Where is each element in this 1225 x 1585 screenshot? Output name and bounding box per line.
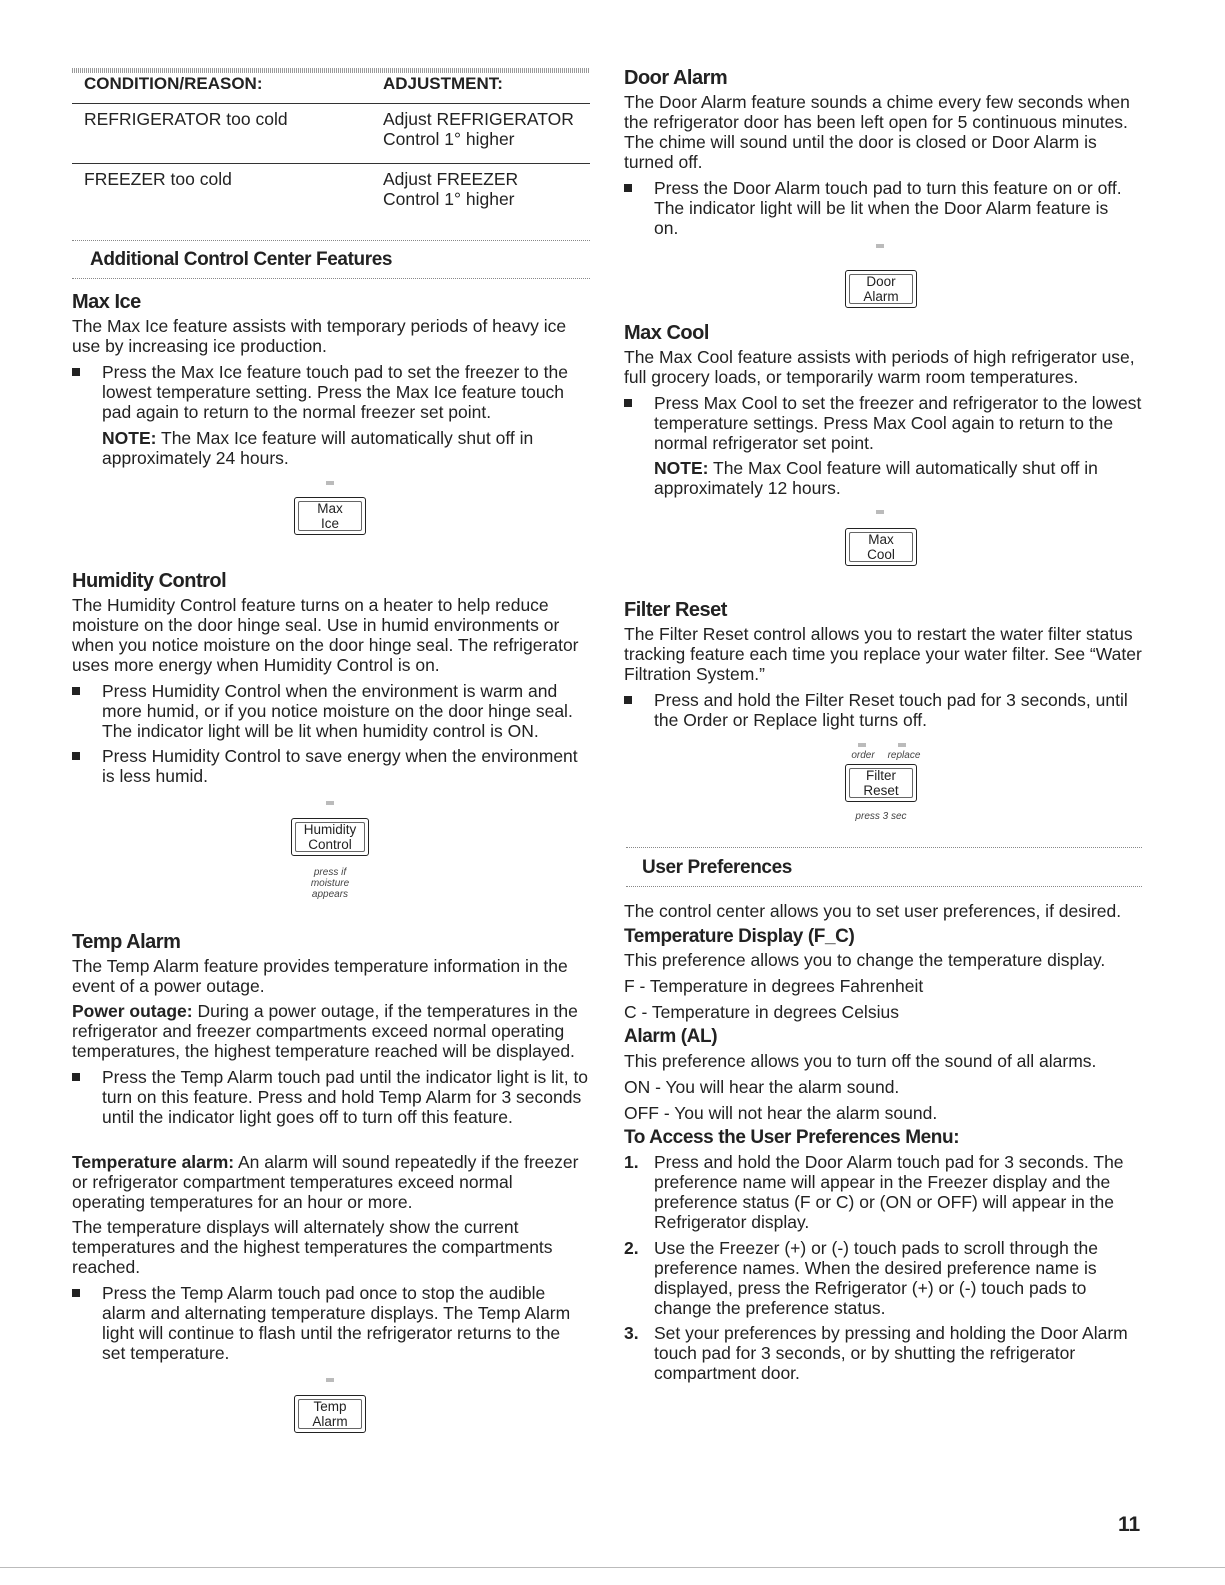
- caption-line: press if: [313, 867, 347, 878]
- section-rule: [626, 886, 1142, 887]
- max-ice-bullet: Press the Max Ice feature touch pad to set the freezer to the lowest temperature setting. Press the Max Ice feature touch pad again to return to the normal freezer set point.: [72, 362, 582, 422]
- humidity-caption: [290, 867, 370, 900]
- max-ice-intro: The Max Ice feature assists with temporary periods of heavy ice use by increasing ice production.: [72, 316, 567, 356]
- max-cool-note: [624, 458, 1134, 498]
- alarm-off: OFF - You will not hear the alarm sound.: [624, 1103, 938, 1123]
- max-cool-intro: The Max Cool feature assists with periods of high refrigerator use, full grocery loads, or temporarily warm room temperatures.: [624, 347, 1135, 387]
- step-number: 3.: [624, 1323, 639, 1343]
- pad-label: Filter: [866, 768, 896, 783]
- table-row: REFRIGERATOR too cold: [84, 109, 288, 129]
- table-rule: [72, 103, 590, 104]
- filter-reset-pad: [845, 764, 917, 802]
- filter-reset-title: Filter Reset: [624, 599, 727, 621]
- table-header-adjustment: ADJUSTMENT:: [383, 74, 503, 93]
- list-item: [624, 1238, 1144, 1318]
- list-item: [624, 1323, 1144, 1383]
- humidity-title: Humidity Control: [72, 570, 227, 592]
- table-row: FREEZER too cold: [84, 169, 232, 189]
- menu-title: To Access the User Preferences Menu:: [624, 1127, 960, 1148]
- door-alarm-intro: The Door Alarm feature sounds a chime every few seconds when the refrigerator door has been left open for 5 continuous minutes. The chime will sound until the door is closed or Door Alarm is turned off.: [624, 92, 1130, 172]
- caption-line: appears: [311, 889, 349, 900]
- max-cool-title: Max Cool: [624, 322, 709, 344]
- pad-label: Cool: [867, 547, 895, 562]
- power-outage-text: [72, 1001, 590, 1061]
- max-ice-note: [72, 428, 582, 468]
- order-label: order: [851, 750, 875, 761]
- replace-light: [898, 743, 906, 747]
- temp-alarm-intro: The Temp Alarm feature provides temperature information in the event of a power outage.: [72, 956, 568, 996]
- indicator-light: [876, 510, 884, 514]
- max-cool-pad: [845, 528, 917, 566]
- temp-display-title: Temperature Display (F_C): [624, 926, 855, 947]
- table-rule: [72, 163, 590, 164]
- temperature-alarm-label: Temperature alarm:: [72, 1152, 235, 1172]
- replace-label: replace: [887, 750, 921, 761]
- max-cool-bullet: Press Max Cool to set the freezer and refrigerator to the lowest temperature settings. Press Max Cool again to return to the normal refrigerator set point.: [624, 393, 1144, 453]
- indicator-light: [876, 244, 884, 248]
- section-heading: Additional Control Center Features: [90, 249, 393, 270]
- caption-line: moisture: [310, 878, 350, 889]
- table-cell: Control 1° higher: [383, 129, 515, 149]
- note-label: NOTE:: [654, 458, 709, 478]
- pad-label: Reset: [863, 783, 899, 798]
- power-outage-body: During a power outage, if the temperatures in the refrigerator and freezer compartments exceed normal operating temperatures, the highest temperature reached will be displayed.: [72, 1001, 578, 1061]
- filter-reset-intro: The Filter Reset control allows you to restart the water filter status tracking feature each time you replace your water filter. See “Water Filtration System.”: [624, 624, 1142, 684]
- max-ice-pad: [294, 497, 366, 535]
- humidity-intro: The Humidity Control feature turns on a heater to help reduce moisture on the door hinge seal. Use in humid environments or when you notice moisture on the door hinge seal. The refrigerator uses more energy when Humidity Control is on.: [72, 595, 579, 675]
- step-text: Press and hold the Door Alarm touch pad for 3 seconds. The preference name will appear in the Freezer display and the preference status (F or C) or (ON or OFF) will appear in the Refrigerator display.: [654, 1152, 1124, 1232]
- temp-alarm-bullet: Press the Temp Alarm touch pad until the indicator light is lit, to turn on this feature. Press and hold Temp Alarm for 3 seconds until the indicator light goes off to turn off this feature.: [72, 1067, 590, 1127]
- list-item: [624, 1152, 1144, 1232]
- temperature-alarm-text: [72, 1152, 590, 1212]
- pad-label: Ice: [320, 516, 339, 531]
- temp-displays-text: The temperature displays will alternately show the current temperatures and the highest temperatures the compartments reached.: [72, 1217, 553, 1277]
- pad-label: Door: [866, 274, 896, 289]
- pad-label: Alarm: [312, 1414, 348, 1429]
- indicator-light: [326, 481, 334, 485]
- temp-display-f: F - Temperature in degrees Fahrenheit: [624, 976, 924, 996]
- door-alarm-pad: [845, 270, 917, 308]
- step-number: 1.: [624, 1152, 639, 1172]
- note-label: NOTE:: [102, 428, 157, 448]
- door-alarm-title: Door Alarm: [624, 67, 728, 89]
- note-text: The Max Ice feature will automatically shut off in approximately 24 hours.: [102, 428, 534, 468]
- alarm-on: ON - You will hear the alarm sound.: [624, 1077, 900, 1097]
- pad-label: Max: [868, 532, 894, 547]
- order-light: [858, 743, 866, 747]
- step-text: Use the Freezer (+) or (-) touch pads to scroll through the preference names. When the desired preference name is displayed, press the Refrigerator (+) or (-) touch pads to change the preference status.: [654, 1238, 1099, 1318]
- temp-alarm-pad: [294, 1395, 366, 1433]
- temp-display-c: C - Temperature in degrees Celsius: [624, 1002, 899, 1022]
- pad-label: Max: [317, 501, 343, 516]
- indicator-light: [326, 1378, 334, 1382]
- alarm-title: Alarm (AL): [624, 1026, 718, 1047]
- table-header-condition: CONDITION/REASON:: [84, 74, 263, 93]
- table-top-rule: [72, 68, 590, 73]
- humidity-bullet: Press Humidity Control when the environment is warm and more humid, or if you notice moisture on the door hinge seal. The indicator light will be lit when humidity control is ON.: [72, 681, 592, 741]
- step-text: Set your preferences by pressing and holding the Door Alarm touch pad for 3 seconds, or by shutting the refrigerator compartment door.: [654, 1323, 1128, 1383]
- alarm-text: This preference allows you to turn off the sound of all alarms.: [624, 1051, 1097, 1071]
- pad-label: Alarm: [863, 289, 899, 304]
- temperature-alarm-body: An alarm will sound repeatedly if the freezer or refrigerator compartment temperatures exceed normal operating temperatures for an hour or more.: [72, 1152, 579, 1212]
- table-cell: Adjust REFRIGERATOR: [383, 109, 574, 129]
- door-alarm-bullet: Press the Door Alarm touch pad to turn this feature on or off. The indicator light will be lit when the Door Alarm feature is on.: [624, 178, 1136, 238]
- temp-alarm-title: Temp Alarm: [72, 931, 181, 953]
- section-rule: [72, 240, 590, 241]
- indicator-light: [326, 801, 334, 805]
- page-bottom-rule: [0, 1567, 1225, 1568]
- step-number: 2.: [624, 1238, 639, 1258]
- temp-alarm-bullet: Press the Temp Alarm touch pad once to stop the audible alarm and alternating temperature displays. The Temp Alarm light will continue to flash until the refrigerator returns to the set temperature.: [72, 1283, 587, 1363]
- page-number: 11: [1118, 1513, 1141, 1536]
- pad-label: Control: [308, 837, 352, 852]
- power-outage-label: Power outage:: [72, 1001, 193, 1021]
- filter-reset-bullet: Press and hold the Filter Reset touch pad for 3 seconds, until the Order or Replace light turns off.: [624, 690, 1144, 730]
- max-ice-title: Max Ice: [72, 291, 141, 313]
- section-rule: [72, 278, 590, 279]
- temp-display-text: This preference allows you to change the temperature display.: [624, 950, 1106, 970]
- pad-label: Humidity: [303, 822, 357, 837]
- section-rule: [626, 847, 1142, 848]
- table-cell: Adjust FREEZER: [383, 169, 519, 189]
- user-prefs-intro: The control center allows you to set user preferences, if desired.: [624, 901, 1122, 921]
- humidity-pad: [291, 818, 369, 856]
- table-cell: Control 1° higher: [383, 189, 515, 209]
- pad-label: Temp: [313, 1399, 347, 1414]
- humidity-bullet: Press Humidity Control to save energy when the environment is less humid.: [72, 746, 592, 786]
- filter-reset-caption: press 3 sec: [855, 811, 907, 822]
- section-heading: User Preferences: [642, 857, 792, 878]
- note-text: The Max Cool feature will automatically shut off in approximately 12 hours.: [654, 458, 1098, 498]
